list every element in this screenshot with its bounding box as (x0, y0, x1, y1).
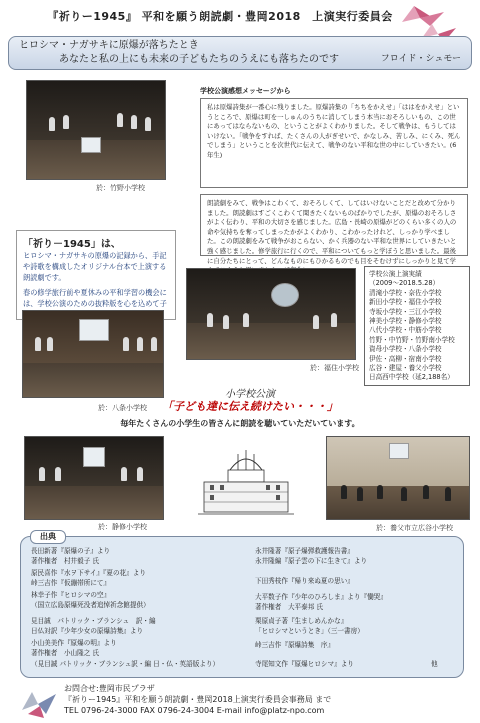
messages-heading: 学校公演感想メッセージから (200, 87, 291, 95)
source-left-8: 日仏対訳『少年少女の原爆詩集』より (31, 627, 144, 635)
contact-line-2: 『祈りー1945』平和を願う朗読劇・豊岡2018上演実行委員会事務局 まで (64, 695, 332, 704)
photo-hirotani-performance (326, 436, 470, 520)
source-right-2: 永井隆編『原子雲の下に生きて』より (255, 557, 368, 565)
photo-caption-takeno: 於：竹野小学校 (96, 184, 145, 192)
source-right-7: 「ヒロシマというとき」（三一書房） (255, 627, 364, 635)
source-left-2: 著作権者 村井毅子 氏 (31, 557, 100, 565)
quote-banner (8, 36, 472, 70)
definition-title: 「祈り－1945」は、 (23, 239, 121, 250)
message-text-1: 私は原爆詩集が一番心に残りました。原爆詩集の「ちちをかえせ」「ははをかえせ」というところで、原爆は町を一しゅんのうちに消してしまう本当におそろしいもの、この世にあってはならないもの、ということがよくわかりました。そして戦争は、もうしてはいけない。「戦争をすれば、たくさんの人がぎせいで、かなしみ、苦しみ、にくみ、死んでしまう」ということを次世代に伝えて、戦争のない平和な世の中にしていきたい。(6年生) (207, 103, 461, 159)
school-line: 神美小学校・静修小学校 (369, 317, 442, 326)
source-left-9: 小山美美作『原爆の明』より (31, 639, 117, 647)
contact-line-3: TEL 0796-24-3000 FAX 0796-24-3004 E-mail info@platz-npo.com (64, 706, 325, 715)
schools-title: 学校公演上演実績 (369, 270, 422, 278)
definition-body-1: ヒロシマ・ナガサキの原爆の記録から、手記や詩歌を構成したオリジナル台本で上演する朗読劇です。 (23, 251, 167, 282)
source-right-3: 下田秀枝作『帰り来ぬ夏の思い』 (255, 577, 354, 585)
message-card-2 (200, 194, 468, 265)
definition-box (16, 230, 176, 320)
event-subtitle: 「子ども達に伝え続けたい・・・」 (162, 400, 338, 413)
school-line: 広谷・建屋・養父小学校 (369, 364, 442, 373)
source-right-8: 峠三吉作『原爆詩集 序』 (255, 641, 335, 649)
school-line: 資母小学校・八条小学校 (369, 345, 442, 354)
source-right-1: 永井隆著『原子爆弾救護報告書』 (255, 547, 354, 555)
message-card-1 (200, 98, 468, 188)
photo-caption-hachijo: 於：八条小学校 (98, 404, 147, 412)
source-left-1: 長田新著『原爆の子』より (31, 547, 111, 555)
school-line: 寺坂小学校・三江小学校 (369, 307, 442, 316)
source-right-9: 寺尾知文作『原爆ヒロシマ』より (255, 660, 354, 668)
photo-caption-fukuzumi: 於：福住小学校 (310, 364, 359, 372)
definition-body-2: 春の修学旅行前や夏休みの平和学習の機会には、学校公演のための抜粋版を心を込めて子 (23, 288, 167, 308)
source-left-7: 見目誠 パトリック・ブランシュ 訳・編 (31, 617, 156, 625)
school-line: 竹野・中竹野・竹野南小学校 (369, 335, 455, 344)
source-right-4: 大平数子作『少年のひろしま』より『慟哭』 (255, 593, 387, 601)
source-right-5: 著作権者 大平泰邦 氏 (255, 603, 324, 611)
atomic-bomb-dome-illustration (196, 440, 296, 522)
school-line: 日高西中学校（延2,188名） (369, 373, 454, 382)
school-line: 八代小学校・中筋小学校 (369, 326, 442, 335)
source-left-6: （国立広島原爆死没者追悼祈念館提供） (31, 601, 150, 609)
schools-period: （2009～2018.5.28） (369, 279, 440, 288)
photo-hachijo-performance (22, 310, 164, 398)
photo-takeno-performance (26, 80, 166, 180)
source-other: 他 (431, 660, 438, 668)
event-description: 毎年たくさんの小学生の皆さんに朗読を聴いていただいています。 (120, 419, 360, 428)
source-right-6: 栗原貞子著『生ましめんかな』 (255, 617, 348, 625)
source-left-5: 林幸子作『ヒロシマの空』 (31, 591, 111, 599)
source-left-4: 峠三吉作『仮繃帯所にて』 (31, 579, 111, 587)
source-left-11: （見目誠 パトリック・ブランシュ訳・編 日・仏・英語版より） (31, 660, 220, 668)
quote-line-1: ヒロシマ・ナガサキに原爆が落ちたとき (19, 40, 199, 51)
message-text-2: 朗読劇をみて、戦争はこわくて、おそろしくて、してはいけないことだと改めて分かりました。朗読劇はすごくこわくて聞きたくないものばかりでしたが、原爆のおそろしさがよく伝わり、平和の大切さを感じました。広島・長崎の原爆がどのくらい多くの人の命や気持ちを奪ってしまったかがよくわかり、こわかったけれど、しっかり学べました。この朗読劇をみて戦争がおこらない、かく兵器のない平和な世界にしていきたいと強く感じました。修学旅行に行くので、平和についてもっと学ぼうと思いました。最後に自分たちにとって、どんなものにもひかるものでも目をそむけずにしっかりと見て学 (207, 199, 457, 265)
contact-line-1: お問合せ:豊岡市民プラザ (64, 684, 155, 693)
photo-caption-hirotani: 於：養父市立広谷小学校 (376, 524, 453, 532)
event-title: 小学校公演 (225, 389, 275, 400)
sources-box (20, 536, 464, 678)
school-line: 伊佐・高柳・宿南小学校 (369, 354, 442, 363)
paper-crane-icon-footer (20, 684, 60, 720)
page-title: 『祈りー1945』 平和を願う朗読劇・豊岡2018 上演実行委員会 (47, 10, 393, 23)
contact-footer (64, 683, 464, 716)
photo-seishu-performance (24, 436, 164, 520)
photo-fukuzumi-performance (186, 268, 356, 360)
school-line: 新田小学校・福住小学校 (369, 298, 442, 307)
school-performance-record (364, 266, 470, 386)
sources-label: 出典 (30, 530, 66, 544)
source-left-10: 著作権者 小山隆之 氏 (31, 649, 100, 657)
photo-caption-seishu: 於：静修小学校 (98, 523, 147, 531)
quote-author: フロイド・シュモー (380, 54, 461, 64)
quote-line-2: あなたと私の上にも未来の子どもたちのうえにも落ちたのです (59, 54, 339, 65)
source-left-3: 原民喜作『水ヲ下サイ』『夏の花』より (31, 569, 146, 577)
school-line: 清滝小学校・奈佐小学校 (369, 288, 442, 297)
